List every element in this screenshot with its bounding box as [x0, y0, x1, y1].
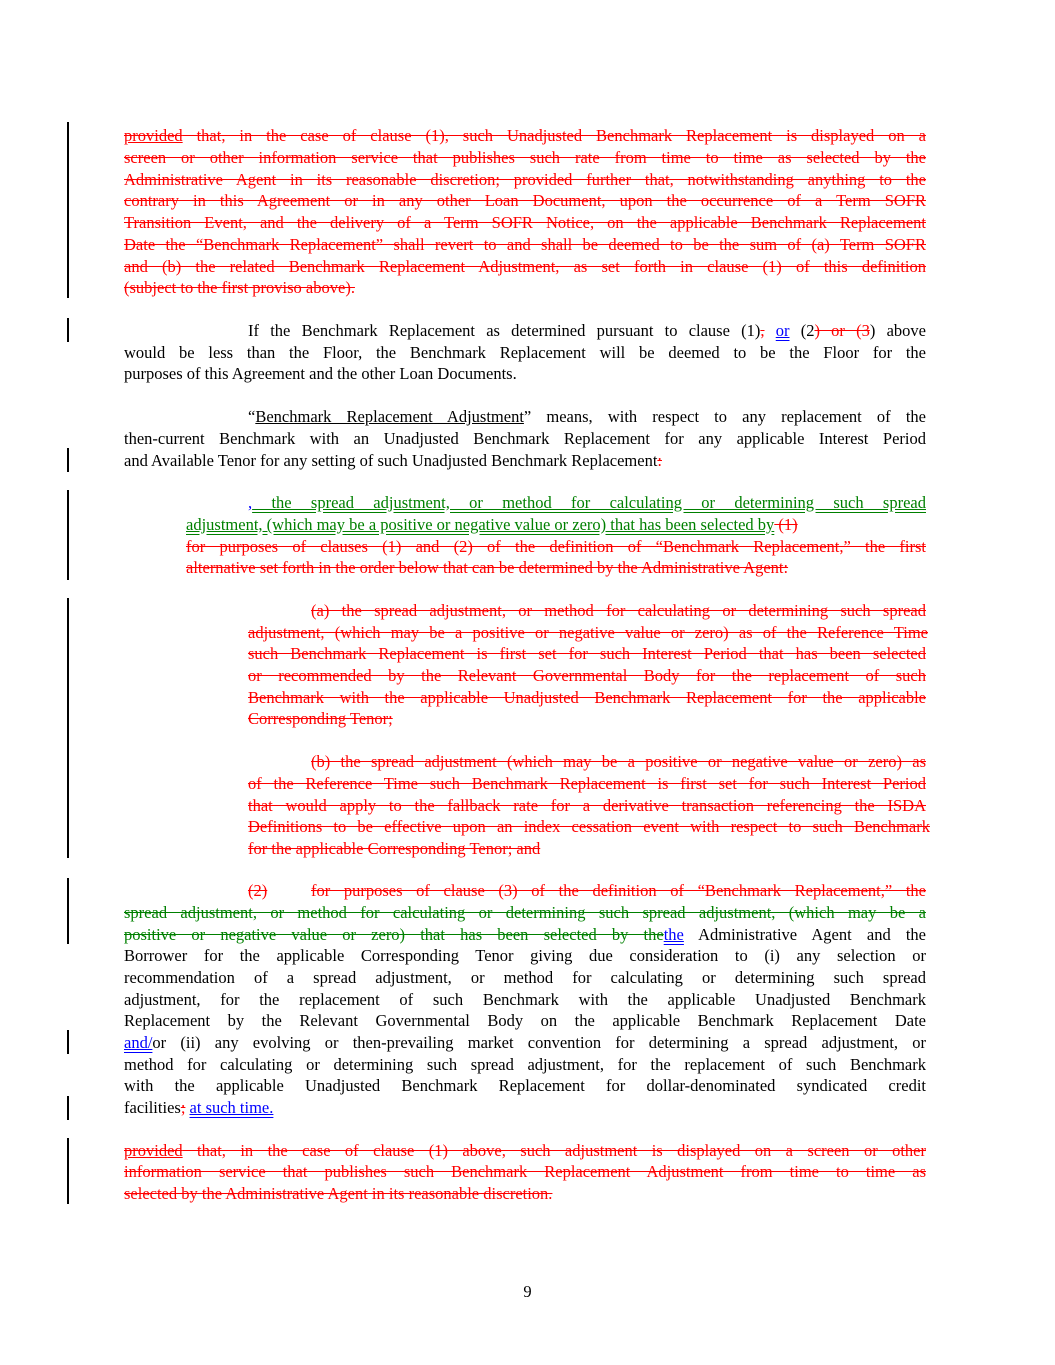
body-text: “ — [248, 407, 256, 426]
body-text: Administrative Agent and the — [683, 925, 927, 944]
change-bar — [67, 318, 69, 342]
deleted-text: Benchmark with the applicable Unadjusted Benchmark Replacement for the applicable — [248, 688, 926, 707]
body-text: would be less than the Floor, the Benchmark Replacement will be deemed to be the Floor for the — [124, 343, 926, 362]
text-line — [124, 1140, 926, 1162]
deleted-text: for purposes of clause (3) of the definition of “Benchmark Replacement,” the — [311, 881, 926, 900]
change-bar — [67, 1030, 69, 1054]
deleted-text: (a) the spread adjustment, or method for calculating or determining such spread — [311, 601, 926, 620]
moved-from-text: positive or negative value or zero) that has been selected by the — [124, 925, 664, 944]
moved-text: adjustment, (which may be a positive or negative value or zero) that has been selected by — [186, 515, 775, 534]
body-text: (2 — [789, 321, 815, 340]
body-text: ” means, with respect to any replacement of the — [523, 407, 926, 426]
text-line — [124, 1032, 926, 1054]
inserted-text: , — [248, 493, 253, 512]
inserted-text: the — [663, 925, 684, 944]
deleted-text: that, in the case of clause (1) above, such adjustment is displayed on a screen or other — [182, 1141, 926, 1160]
inserted-text: at such time. — [189, 1098, 274, 1117]
page-number: 9 — [523, 1282, 532, 1301]
deleted-text: or recommended by the Relevant Governmental Body for the replacement of such — [248, 666, 926, 685]
body-text: ) above — [869, 321, 926, 340]
change-bar — [67, 1138, 69, 1204]
deleted-text: Definitions to be effective upon an index cessation event with respect to such Benchmark — [248, 817, 930, 836]
deleted-text: (subject to the first proviso above). — [124, 278, 355, 297]
change-bar — [67, 720, 69, 858]
deleted-text: provided — [124, 1141, 183, 1160]
text-line — [124, 450, 926, 472]
body-text: facilities — [124, 1098, 181, 1117]
deleted-text: of the Reference Time such Benchmark Replacement is first set for such Interest Period — [248, 774, 926, 793]
text-line — [248, 880, 308, 902]
defined-term: Benchmark Replacement Adjustment — [255, 407, 524, 426]
deleted-text: Date the “Benchmark Replacement” shall revert to and shall be deemed to be the sum of (a) Term SOFR — [124, 235, 926, 254]
deleted-text: (1) — [774, 515, 798, 534]
deleted-text: : — [657, 451, 662, 470]
body-text: recommendation of a spread adjustment, or method for calculating or determining such spread — [124, 968, 926, 987]
text-line — [186, 514, 926, 536]
text-line — [248, 320, 926, 342]
moved-text: the spread adjustment, or method for calculating or determining such spread — [252, 493, 926, 512]
body-text: then-current Benchmark with an Unadjusted Benchmark Replacement for any applicable Interest Period — [124, 429, 926, 448]
text-line — [311, 880, 926, 902]
body-text: purposes of this Agreement and the other Loan Documents. — [124, 364, 517, 383]
deleted-text: that, in the case of clause (1), such Unadjusted Benchmark Replacement is displayed on a — [182, 126, 926, 145]
deleted-text: that would apply to the fallback rate for a derivative transaction referencing the ISDA — [248, 796, 926, 815]
deleted-text: selected by the Administrative Agent in its reasonable discretion. — [124, 1184, 553, 1203]
deleted-text: provided — [124, 126, 183, 145]
body-text: method for calculating or determining such spread adjustment, for the replacement of such Benchmark — [124, 1055, 926, 1074]
change-bar — [67, 598, 69, 730]
text-line — [248, 492, 926, 514]
body-text: with the applicable Unadjusted Benchmark Replacement for dollar-denominated syndicated credit — [124, 1076, 926, 1095]
change-bar — [67, 1096, 69, 1120]
moved-from-text: spread adjustment, or method for calculating or determining such spread adjustment, (which may be a — [124, 903, 926, 922]
deleted-text: Corresponding Tenor; — [248, 709, 393, 728]
deleted-text: alternative set forth in the order below that can be determined by the Administrative Agent: — [186, 558, 789, 577]
deleted-text: adjustment, (which may be a positive or negative value or zero) as of the Reference Time — [248, 623, 928, 642]
deleted-text: Administrative Agent in its reasonable discretion; provided further that, notwithstanding anything to the — [124, 170, 926, 189]
deleted-text: , — [760, 321, 765, 340]
body-text: Borrower for the applicable Corresponding Tenor giving due consideration to (i) any selection or — [124, 946, 926, 965]
body-text: or (ii) any evolving or then-prevailing market convention for determining a spread adjustment, or — [152, 1033, 926, 1052]
deleted-text: (2) — [248, 881, 268, 900]
change-bar — [67, 490, 69, 580]
text-line — [248, 406, 926, 428]
deleted-text: Transition Event, and the delivery of a Term SOFR Notice, on the applicable Benchmark Replacement — [124, 213, 926, 232]
body-text: adjustment, for the replacement of such Benchmark with the applicable Unadjusted Benchmark — [124, 990, 926, 1009]
change-bar — [67, 122, 69, 298]
change-bar — [67, 878, 69, 944]
deleted-text: for purposes of clauses (1) and (2) of the definition of “Benchmark Replacement,” the first — [186, 537, 926, 556]
text-line — [124, 125, 926, 147]
deleted-text: such Benchmark Replacement is first set for such Interest Period that has been selected — [248, 644, 926, 663]
deleted-text: screen or other information service that publishes such rate from time to time as selected by the — [124, 148, 926, 167]
text-line — [124, 1097, 926, 1119]
text-line — [124, 924, 926, 946]
deleted-text: contrary in this Agreement or in any other Loan Document, upon the occurrence of a Term SOFR — [124, 191, 926, 210]
space — [765, 321, 776, 340]
body-text: If the Benchmark Replacement as determined pursuant to clause (1) — [248, 321, 761, 340]
inserted-text: and/ — [124, 1033, 153, 1052]
deleted-text: and (b) the related Benchmark Replacement Adjustment, as set forth in clause (1) of this definition — [124, 257, 926, 276]
deleted-text: (b) the spread adjustment (which may be a positive or negative value or zero) as — [311, 752, 926, 771]
body-text: Replacement by the Relevant Governmental Body on the applicable Benchmark Replacement Date — [124, 1011, 926, 1030]
body-text: and Available Tenor for any setting of such Unadjusted Benchmark Replacement — [124, 451, 658, 470]
deleted-text: ; — [180, 1098, 186, 1117]
deleted-text: for the applicable Corresponding Tenor; and — [248, 839, 541, 858]
deleted-text: information service that publishes such Benchmark Replacement Adjustment from time to time as — [124, 1162, 926, 1181]
inserted-text: or — [775, 321, 790, 340]
deleted-text: ) or (3 — [814, 321, 870, 340]
change-bar — [67, 448, 69, 472]
